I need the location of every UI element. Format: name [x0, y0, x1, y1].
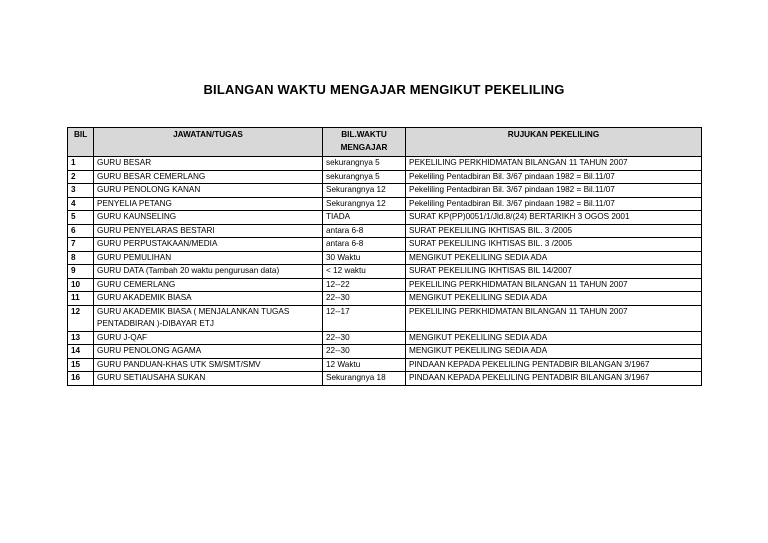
cell-waktu: Sekurangnya 12 [323, 197, 406, 211]
cell-jawatan: GURU SETIAUSAHA SUKAN [94, 372, 323, 386]
table-header-row [68, 128, 702, 157]
table-row [68, 251, 702, 265]
cell-jawatan: GURU PEMULIHAN [94, 251, 323, 265]
header-rujukan: RUJUKAN PEKELILING [406, 128, 702, 157]
cell-waktu: sekurangnya 5 [323, 157, 406, 171]
table-row [68, 170, 702, 184]
cell-jawatan: GURU BESAR [94, 157, 323, 171]
cell-bil: 16 [68, 372, 94, 386]
cell-jawatan: GURU PERPUSTAKAAN/MEDIA [94, 238, 323, 252]
cell-rujukan: MENGIKUT PEKELILING SEDIA ADA [406, 292, 702, 306]
cell-rujukan: PINDAAN KEPADA PEKELILING PENTADBIR BILANGAN 3/1967 [406, 358, 702, 372]
table-row [68, 305, 702, 331]
cell-jawatan: GURU AKADEMIK BIASA ( MENJALANKAN TUGAS PENTADBIRAN )-DIBAYAR ETJ [94, 305, 323, 331]
cell-jawatan: GURU DATA (Tambah 20 waktu pengurusan data) [94, 265, 323, 279]
cell-waktu: 22--30 [323, 292, 406, 306]
table-row [68, 331, 702, 345]
table-row [68, 345, 702, 359]
table-row [68, 211, 702, 225]
table-row [68, 278, 702, 292]
cell-bil: 6 [68, 224, 94, 238]
cell-rujukan: MENGIKUT PEKELILING SEDIA ADA [406, 345, 702, 359]
teaching-hours-table [67, 127, 702, 386]
cell-waktu: antara 6-8 [323, 238, 406, 252]
cell-jawatan: GURU PANDUAN-KHAS UTK SM/SMT/SMV [94, 358, 323, 372]
cell-rujukan: SURAT PEKELILING IKHTISAS BIL. 3 /2005 [406, 238, 702, 252]
cell-waktu: 12--17 [323, 305, 406, 331]
cell-waktu: 12--22 [323, 278, 406, 292]
cell-rujukan: SURAT PEKELILING IKHTISAS BIL 14/2007 [406, 265, 702, 279]
table-row [68, 265, 702, 279]
cell-jawatan: GURU AKADEMIK BIASA [94, 292, 323, 306]
cell-waktu: sekurangnya 5 [323, 170, 406, 184]
cell-bil: 11 [68, 292, 94, 306]
cell-waktu: < 12 waktu [323, 265, 406, 279]
cell-jawatan: GURU J-QAF [94, 331, 323, 345]
cell-jawatan: PENYELIA PETANG [94, 197, 323, 211]
table-row [68, 224, 702, 238]
cell-waktu: 22--30 [323, 345, 406, 359]
cell-bil: 2 [68, 170, 94, 184]
table-row [68, 238, 702, 252]
cell-waktu: 22--30 [323, 331, 406, 345]
cell-jawatan: GURU KAUNSELING [94, 211, 323, 225]
cell-bil: 15 [68, 358, 94, 372]
table-row [68, 292, 702, 306]
cell-rujukan: PEKELILING PERKHIDMATAN BILANGAN 11 TAHUN 2007 [406, 278, 702, 292]
header-waktu: BIL.WAKTU MENGAJAR [323, 128, 406, 157]
cell-bil: 9 [68, 265, 94, 279]
cell-bil: 3 [68, 184, 94, 198]
cell-rujukan: Pekeliling Pentadbiran Bil. 3/67 pindaan 1982 = Bil.11/07 [406, 184, 702, 198]
cell-rujukan: PEKELILING PERKHIDMATAN BILANGAN 11 TAHUN 2007 [406, 157, 702, 171]
cell-jawatan: GURU PENOLONG AGAMA [94, 345, 323, 359]
cell-rujukan: PEKELILING PERKHIDMATAN BILANGAN 11 TAHUN 2007 [406, 305, 702, 331]
cell-rujukan: PINDAAN KEPADA PEKELILING PENTADBIR BILANGAN 3/1967 [406, 372, 702, 386]
table-row [68, 372, 702, 386]
cell-rujukan: SURAT PEKELILING IKHTISAS BIL. 3 /2005 [406, 224, 702, 238]
header-bil: BIL [68, 128, 94, 157]
cell-bil: 12 [68, 305, 94, 331]
table-row [68, 157, 702, 171]
cell-bil: 4 [68, 197, 94, 211]
cell-bil: 8 [68, 251, 94, 265]
cell-jawatan: GURU PENOLONG KANAN [94, 184, 323, 198]
cell-rujukan: MENGIKUT PEKELILING SEDIA ADA [406, 251, 702, 265]
cell-waktu: antara 6-8 [323, 224, 406, 238]
cell-jawatan: GURU BESAR CEMERLANG [94, 170, 323, 184]
cell-bil: 5 [68, 211, 94, 225]
cell-rujukan: MENGIKUT PEKELILING SEDIA ADA [406, 331, 702, 345]
cell-jawatan: GURU PENYELARAS BESTARI [94, 224, 323, 238]
cell-bil: 14 [68, 345, 94, 359]
cell-rujukan: Pekeliling Pentadbiran Bil. 3/67 pindaan 1982 = Bil.11/07 [406, 170, 702, 184]
table-row [68, 358, 702, 372]
cell-bil: 13 [68, 331, 94, 345]
cell-rujukan: SURAT KP(PP)0051/1/Jld.8/(24) BERTARIKH 3 OGOS 2001 [406, 211, 702, 225]
table-body [68, 157, 702, 386]
cell-rujukan: Pekeliling Pentadbiran Bil. 3/67 pindaan 1982 = Bil.11/07 [406, 197, 702, 211]
cell-waktu: Sekurangnya 18 [323, 372, 406, 386]
cell-waktu: 12 Waktu [323, 358, 406, 372]
cell-jawatan: GURU CEMERLANG [94, 278, 323, 292]
header-jawatan: JAWATAN/TUGAS [94, 128, 323, 157]
table-row [68, 197, 702, 211]
page-title: BILANGAN WAKTU MENGAJAR MENGIKUT PEKELILING [203, 82, 565, 97]
cell-waktu: 30 Waktu [323, 251, 406, 265]
cell-waktu: Sekurangnya 12 [323, 184, 406, 198]
table-row [68, 184, 702, 198]
cell-bil: 7 [68, 238, 94, 252]
cell-bil: 1 [68, 157, 94, 171]
cell-waktu: TIADA [323, 211, 406, 225]
cell-bil: 10 [68, 278, 94, 292]
